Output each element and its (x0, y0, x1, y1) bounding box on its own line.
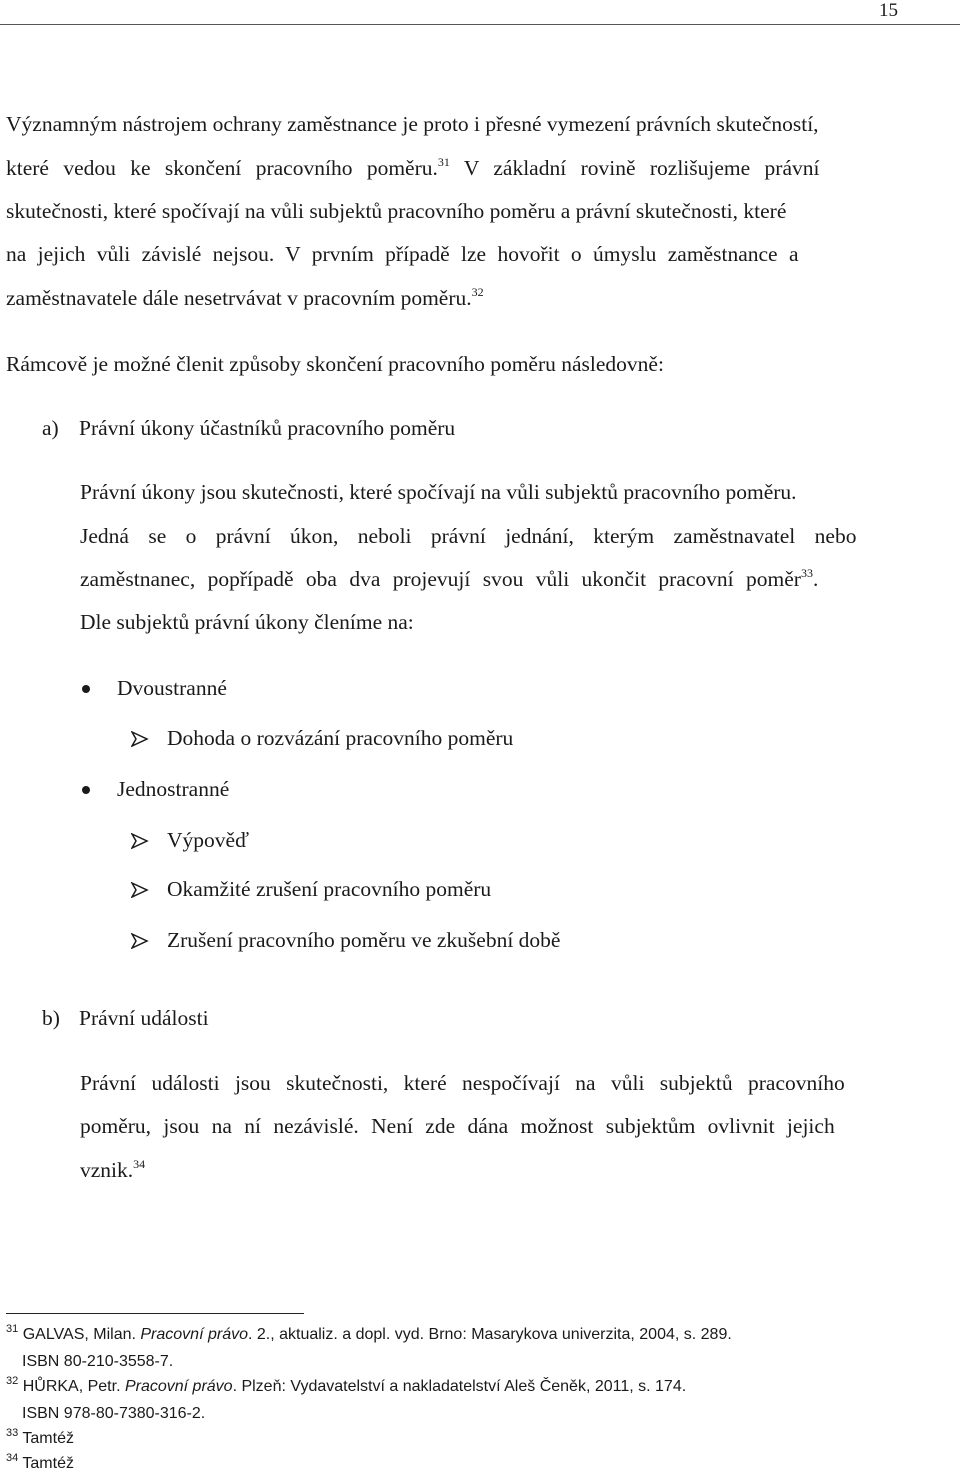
footnote-rule (6, 1313, 304, 1314)
intro-line-2: které vedou ke skončení pracovního poměru.$^{31}$ V základní rovině rozlišujeme právní (6, 155, 820, 180)
section-b-text-2: poměru, jsou na ní nezávislé. Není zde dána možnost subjektům ovlivnit jejich (80, 1114, 835, 1138)
unilateral-label: Jednostranné (117, 777, 230, 801)
section-b-text-3: vznik.$^{34}$ (80, 1157, 146, 1182)
footnote-31: $^{31}$ GALVAS, Milan. Pracovní právo. 2., aktualiz. a dopl. vyd. Brno: Masarykova univerzita, 2004, s. 289. (6, 1323, 732, 1343)
section-a-text-3: zaměstnanec, popřípadě oba dva projevují svou vůli ukončit pracovní poměr$^{33}$. (80, 566, 819, 591)
footnote-32-continuation: ISBN 978-80-7380-316-2. (22, 1405, 206, 1422)
arrow-icon (131, 933, 149, 949)
intro-line-3: skutečnosti, které spočívají na vůli subjektů pracovního poměru a právní skutečnosti, které (6, 199, 787, 223)
footnote-32: $^{32}$ HŮRKA, Petr. Pracovní právo. Plzeň: Vydavatelství a nakladatelství Aleš Čeněk, 2011, s. 174. (6, 1375, 687, 1395)
unilateral-item-2: Okamžité zrušení pracovního poměru (167, 877, 492, 901)
footnote-ref-34[interactable]: 34 (133, 1157, 146, 1171)
section-a-text-4: Dle subjektů právní úkony členíme na: (80, 610, 414, 634)
page-number: 15 (879, 0, 898, 21)
arrow-icon (131, 731, 149, 747)
bilateral-item-1: Dohoda o rozvázání pracovního poměru (167, 726, 514, 750)
footnote-31-continuation: ISBN 80-210-3558-7. (22, 1353, 174, 1370)
unilateral-item-1: Výpověď (167, 828, 249, 852)
intro-line-4: na jejich vůli závislé nejsou. V prvním případě lze hovořit o úmyslu zaměstnance a (6, 242, 799, 266)
arrow-icon (131, 882, 149, 898)
section-b-text-1: Právní události jsou skutečnosti, které nespočívají na vůli subjektů pracovního (80, 1071, 845, 1095)
section-b-marker: b) (42, 1006, 60, 1030)
section-b-title: Právní události (79, 1006, 209, 1030)
unilateral-item-3: Zrušení pracovního poměru ve zkušební době (167, 928, 561, 952)
footnote-33: $^{33}$ Tamtéž (6, 1427, 74, 1447)
bullet-icon (82, 685, 90, 693)
intro-line-5: zaměstnavatele dále nesetrvávat v pracovním poměru.$^{32}$ (6, 285, 484, 310)
footnote-ref-33[interactable]: 33 (800, 566, 813, 580)
footnote-34: $^{34}$ Tamtéž (6, 1452, 74, 1472)
section-a-text-1: Právní úkony jsou skutečnosti, které spočívají na vůli subjektů pracovního poměru. (80, 480, 797, 504)
intro-line-1: Významným nástrojem ochrany zaměstnance je proto i přesné vymezení právních skutečností, (6, 112, 819, 136)
framework-sentence: Rámcově je možné členit způsoby skončení pracovního poměru následovně: (6, 352, 664, 376)
footnote-ref-32[interactable]: 32 (471, 285, 484, 299)
section-a-title: Právní úkony účastníků pracovního poměru (79, 416, 456, 440)
bullet-icon (82, 786, 90, 794)
arrow-icon (131, 833, 149, 849)
section-a-text-2: Jedná se o právní úkon, neboli právní jednání, kterým zaměstnavatel nebo (80, 524, 857, 548)
section-a-marker: a) (42, 416, 59, 440)
footnote-ref-31[interactable]: 31 (437, 155, 450, 169)
bilateral-label: Dvoustranné (117, 676, 227, 700)
header-rule (0, 24, 960, 25)
